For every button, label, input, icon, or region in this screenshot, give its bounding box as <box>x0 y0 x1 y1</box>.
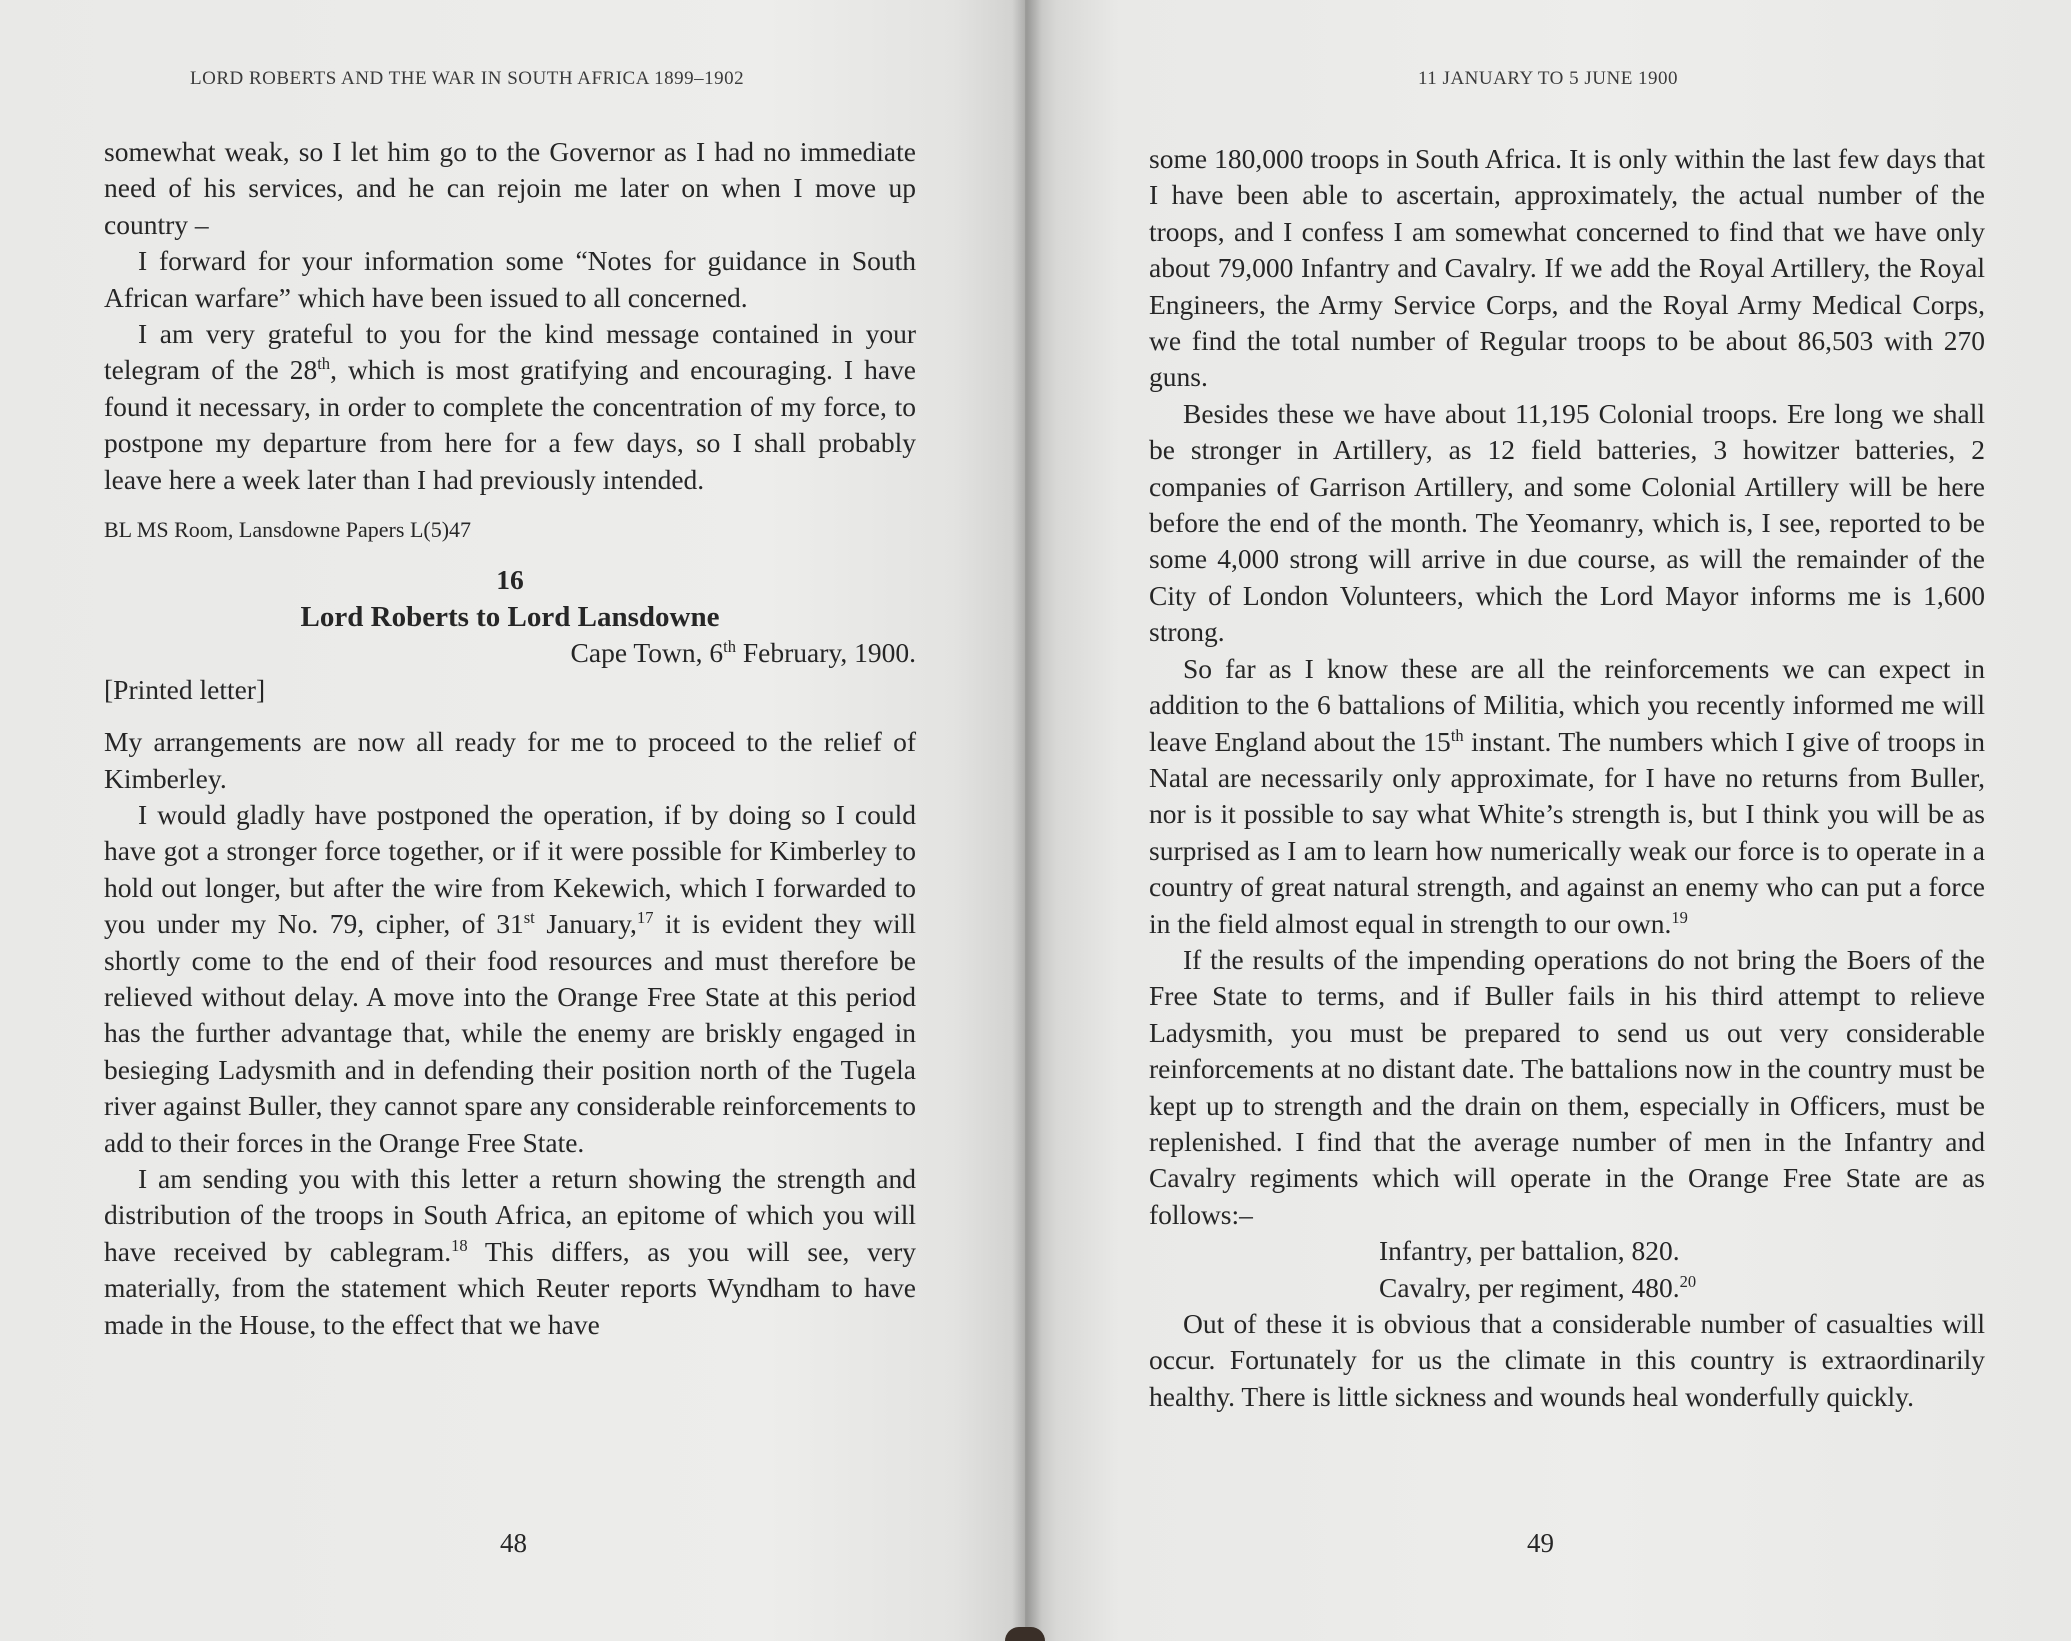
page-number-right: 49 <box>1527 1528 1554 1558</box>
right-page-body <box>1149 141 1985 1415</box>
paragraph-besides: Besides these we have about 11,195 Colonial troops. Ere long we shall be stronger in Artillery, as 12 field batteries, 3 howitzer batteries, 2 companies of Garrison Artillery, and some Colonial Artillery will be here before the end of the month. The Yeomanry, which is, I see, reported to be some 4,000 strong will arrive in due course, as will the remainder of the City of London Volunteers, which the Lord Mayor informs me is 1,600 strong. <box>1149 397 1985 648</box>
running-head-right: 11 JANUARY TO 5 JUNE 1900 <box>1418 68 1679 89</box>
document-heading: Lord Roberts to Lord Lansdowne <box>300 600 720 633</box>
footnote-ref-19: 19 <box>1671 907 1688 927</box>
cavalry-line: Cavalry, per regiment, 480.20 <box>1379 1271 1697 1303</box>
footnote-ref-17: 17 <box>636 907 654 927</box>
running-head-left: LORD ROBERTS AND THE WAR IN SOUTH AFRICA 1899–1902 <box>190 68 745 89</box>
letter-dateline: Cape Town, 6th February, 1900. <box>570 637 916 669</box>
book-spine <box>1005 1627 1045 1641</box>
left-page <box>0 0 1025 1641</box>
document-type-note: [Printed letter] <box>104 673 266 705</box>
document-number: 16 <box>496 564 524 596</box>
paragraph-notes: I forward for your information some “Notes for guidance in South African warfare” which have been issued to all concerned. <box>104 245 916 313</box>
book-gutter <box>1012 0 1042 1641</box>
footnote-ref-18: 18 <box>451 1235 468 1255</box>
paragraph-so-far: So far as I know these are all the reinforcements we can expect in addition to the 6 battalions of Militia, which you recently informed me will leave England about the 15th instant. The numbers which I give of troops in Natal are necessarily only approximate, for I have no returns from Buller, nor is it possible to say what White’s strength is, but I think you will be as surprised as I am to learn how numerically weak our force is to operate in a country of great natural strength, and against an enemy who can put a force in the field almost equal in strength to our own.$^{19}$ <box>1149 652 1985 939</box>
paragraph-sending: I am sending you with this letter a return showing the strength and distribution of the troops in South Africa, an epitome of which you will have received by cablegram.$^{18}$ This differs, as you will see, very materially, from the statement which Reuter reports Wyndham to have made in the House, to the effect that we have <box>104 1162 916 1340</box>
paragraph-continuation-right: some 180,000 troops in South Africa. It is only within the last few days that I have been able to ascertain, approximately, the actual number of the troops, and I confess I am somewhat concerned to find that we have only about 79,000 Infantry and Cavalry. If we add the Royal Artillery, the Royal Engineers, the Army Service Corps, and the Royal Army Medical Corps, we find the total number of Regular troops to be about 86,503 with 270 guns. <box>1149 143 1985 393</box>
paragraph-grateful: I am very grateful to you for the kind message contained in your telegram of the 28th, which is most gratifying and encouraging. I have found it necessary, in order to complete the concentration of my force, to postpone my departure from here for a few days, so I shall probably leave here a week later than I had previously intended. <box>104 318 916 495</box>
paragraph-arrangements: My arrangements are now all ready for me to proceed to the relief of Kimberley. <box>104 726 916 794</box>
paragraph-continuation-left: somewhat weak, so I let him go to the Governor as I had no immediate need of his services, and he can rejoin me later on when I move up country – <box>104 136 916 240</box>
paragraph-results: If the results of the impending operations do not bring the Boers of the Free State to terms, and if Buller fails in his third attempt to relieve Ladysmith, you must be prepared to send us out very considerable reinforcements at no distant date. The battalions now in the country must be kept up to strength and the drain on them, especially in Officers, must be replenished. I find that the average number of men in the Infantry and Cavalry regiments which will operate in the Orange Free State are as follows:– <box>1149 943 1985 1230</box>
infantry-line: Infantry, per battalion, 820. <box>1379 1235 1680 1267</box>
page-number-left: 48 <box>500 1528 527 1558</box>
source-citation: BL MS Room, Lansdowne Papers L(5)47 <box>104 517 472 543</box>
paragraph-postponed: I would gladly have postponed the operation, if by doing so I could have got a stronger force together, or if it were possible for Kimberley to hold out longer, but after the wire from Kekewich, which I forwarded to you under my No. 79, cipher, of 31st January,$^{17}$ it is evident they will shortly come to the end of their food resources and must therefore be relieved without delay. A move into the Orange Free State at this period has the further advantage that, while the enemy are briskly engaged in besieging Ladysmith and in defending their position north of the Tugela river against Buller, they cannot spare any considerable reinforcements to add to their forces in the Orange Free State. <box>104 798 916 1158</box>
footnote-ref-20: 20 <box>1679 1271 1697 1291</box>
paragraph-casualties: Out of these it is obvious that a considerable number of casualties will occur. Fortunately for us the climate in this country is extraordinarily healthy. There is little sickness and wounds heal wonderfully quickly. <box>1149 1308 1985 1412</box>
right-page <box>1025 0 2071 1641</box>
left-page-body <box>104 134 916 1343</box>
